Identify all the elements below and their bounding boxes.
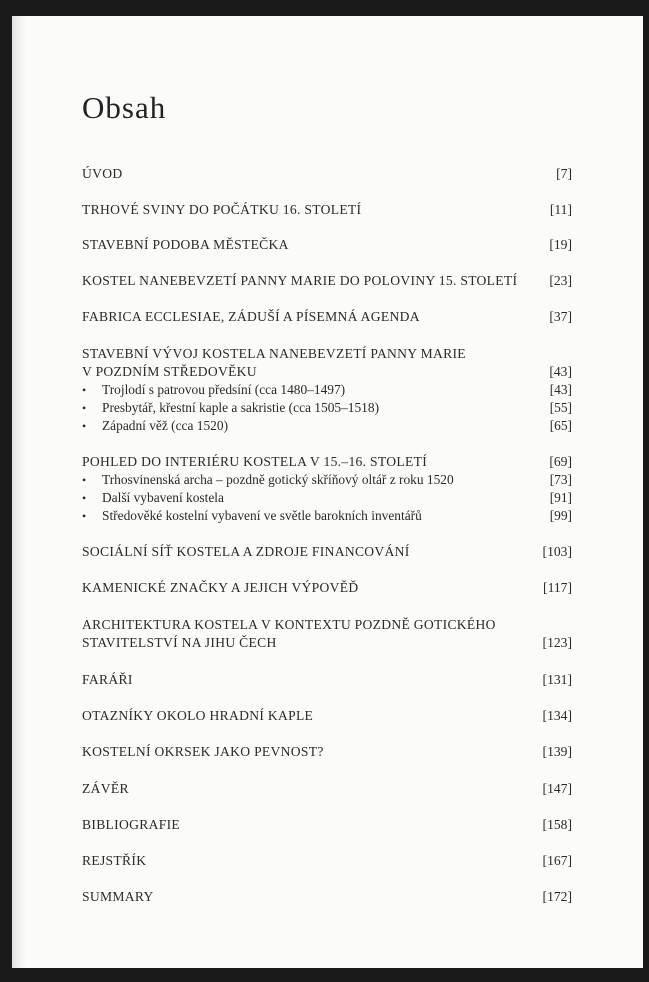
toc-entry-title: TRHOVÉ SVINY DO POČÁTKU 16. STOLETÍ	[82, 202, 362, 217]
toc-entry	[82, 580, 572, 598]
toc-entry	[82, 617, 572, 653]
toc-entry-page: [134]	[542, 708, 572, 723]
toc-entry-title: ZÁVĚR	[82, 781, 129, 796]
toc-entry-page: [37]	[549, 309, 572, 324]
toc-entry	[82, 744, 572, 762]
bullet-icon: •	[82, 419, 87, 433]
toc-subentry-title: Středověké kostelní vybavení ve světle barokních inventářů	[102, 508, 422, 523]
toc-entry-title: KOSTELNÍ OKRSEK JAKO PEVNOST?	[82, 744, 324, 759]
toc-entry	[82, 672, 572, 690]
toc-entry-title: SUMMARY	[82, 889, 154, 904]
toc-subentry-title: Další vybavení kostela	[102, 490, 224, 505]
toc-entry-page: [69]	[549, 454, 572, 469]
toc-subentry-page: [43]	[549, 382, 572, 397]
toc-subentry	[82, 472, 572, 490]
bullet-icon: •	[82, 509, 87, 523]
toc-subentry	[82, 382, 572, 400]
bullet-icon: •	[82, 491, 87, 505]
toc-entry-title: FARÁŘI	[82, 672, 133, 687]
toc-entry	[82, 708, 572, 726]
toc-entry-page: [172]	[542, 889, 572, 904]
toc-entry	[82, 273, 572, 291]
toc-subentry-title: Presbytář, křestní kaple a sakristie (cca 1505–1518)	[102, 400, 380, 415]
toc-subentry-title: Západní věž (cca 1520)	[102, 418, 229, 433]
toc-subentry-title: Trhosvinenská archa – pozdně gotický skříňový oltář z roku 1520	[102, 472, 454, 487]
toc-subentry-title: Trojlodí s patrovou předsíní (cca 1480–1497)	[102, 382, 346, 397]
toc-entry-title: BIBLIOGRAFIE	[82, 817, 180, 832]
toc-entry-page: [43]	[549, 364, 572, 379]
toc-subentry-page: [65]	[549, 418, 572, 433]
toc-entry	[82, 309, 572, 327]
toc-entry	[82, 544, 572, 562]
toc-entry-page: [103]	[542, 544, 572, 559]
toc-entry	[82, 202, 572, 220]
toc-entry-title-line2: V POZDNÍM STŘEDOVĚKU	[82, 364, 257, 379]
page-title: Obsah	[82, 90, 167, 125]
toc-entry-page: [131]	[542, 672, 572, 687]
toc-entry-title: KOSTEL NANEBEVZETÍ PANNY MARIE DO POLOVINY 15. STOLETÍ	[82, 273, 518, 288]
toc-entry-page: [23]	[549, 273, 572, 288]
toc-subentry-page: [99]	[549, 508, 572, 523]
toc-entry	[82, 853, 572, 871]
toc-entry-title: POHLED DO INTERIÉRU KOSTELA V 15.–16. STOLETÍ	[82, 454, 428, 469]
toc-entry	[82, 781, 572, 799]
book-page	[12, 16, 643, 968]
toc-entry-page: [167]	[542, 853, 572, 868]
toc-entry-title: SOCIÁLNÍ SÍŤ KOSTELA A ZDROJE FINANCOVÁNÍ	[82, 544, 410, 559]
toc-entry-page: [117]	[543, 580, 572, 595]
toc-entry-page: [139]	[542, 744, 572, 759]
toc-entry	[82, 454, 572, 526]
toc-subentry-page: [55]	[549, 400, 572, 415]
toc-entry-title: STAVEBNÍ PODOBA MĚSTEČKA	[82, 237, 289, 252]
toc-entry	[82, 166, 572, 184]
toc-entry	[82, 889, 572, 907]
toc-entry-page: [123]	[542, 635, 572, 650]
toc-entry-title: KAMENICKÉ ZNAČKY A JEJICH VÝPOVĚĎ	[82, 580, 359, 595]
toc-entry-title: OTAZNÍKY OKOLO HRADNÍ KAPLE	[82, 708, 314, 723]
bullet-icon: •	[82, 383, 87, 397]
bullet-icon: •	[82, 401, 87, 415]
toc-entry-page: [158]	[542, 817, 572, 832]
toc-subentry	[82, 490, 572, 508]
toc-entry-title-line1: STAVEBNÍ VÝVOJ KOSTELA NANEBEVZETÍ PANNY MARIE	[82, 346, 466, 361]
toc-entry-title-line2: STAVITELSTVÍ NA JIHU ČECH	[82, 635, 277, 650]
toc-entry	[82, 346, 572, 436]
toc-entry-title: REJSTŘÍK	[82, 853, 147, 868]
page-gutter	[12, 16, 26, 968]
toc-entry	[82, 817, 572, 835]
toc-entry-title: FABRICA ECCLESIAE, ZÁDUŠÍ A PÍSEMNÁ AGENDA	[82, 309, 420, 324]
toc-entry-title: ÚVOD	[82, 166, 123, 181]
toc-entry	[82, 237, 572, 255]
toc-entry-page: [11]	[549, 202, 572, 217]
toc-subentry	[82, 508, 572, 526]
toc-entry-page: [19]	[549, 237, 572, 252]
toc-subentry	[82, 400, 572, 418]
toc-subentry	[82, 418, 572, 436]
bullet-icon: •	[82, 473, 87, 487]
toc-entry-title-line1: ARCHITEKTURA KOSTELA V KONTEXTU POZDNĚ GOTICKÉHO	[82, 617, 496, 632]
toc-subentry-page: [73]	[549, 472, 572, 487]
toc-entry-page: [147]	[542, 781, 572, 796]
toc-entry-page: [7]	[556, 166, 572, 181]
toc-subentry-page: [91]	[549, 490, 572, 505]
